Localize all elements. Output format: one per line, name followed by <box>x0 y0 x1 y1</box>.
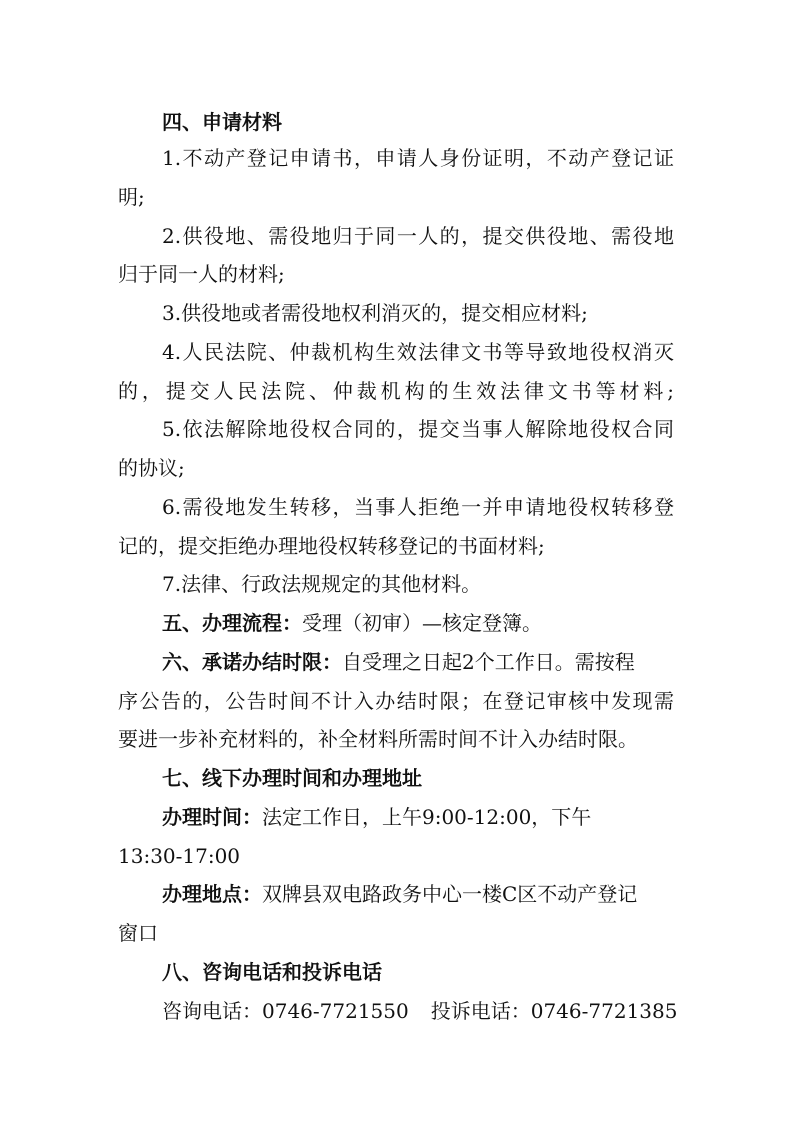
section-6-text: 自受理之日起2个工作日。需按程 <box>342 650 635 674</box>
consult-phone-label: 咨询电话： <box>162 999 262 1023</box>
section-6-line-1 <box>162 647 674 677</box>
office-address-line-2: 窗口 <box>118 921 158 945</box>
section-5-text: 受理（初审）—核定登簿。 <box>302 611 542 635</box>
item-1-line-2: 明; <box>118 185 145 209</box>
office-address-label: 办理地点： <box>162 882 262 906</box>
office-hours-value: 法定工作日，上午9:00-12:00，下午 <box>262 805 592 829</box>
complaint-phone-label: 投诉电话： <box>430 999 531 1023</box>
office-hours-label: 办理时间： <box>162 805 262 829</box>
office-hours-line-2: 13:30-17:00 <box>118 844 241 868</box>
item-5-line-2: 的协议; <box>118 456 185 480</box>
section-7-heading: 七、线下办理时间和办理地址 <box>162 766 422 790</box>
section-5-line <box>162 608 674 638</box>
office-address-line-1 <box>162 879 674 909</box>
section-6-line-3: 要进一步补充材料的，补全材料所需时间不计入办结时限。 <box>118 727 638 751</box>
item-6-line-2: 记的，提交拒绝办理地役权转移登记的书面材料; <box>118 534 545 558</box>
item-7-line-1: 7.法律、行政法规规定的其他材料。 <box>162 572 482 596</box>
item-4-line-1: 4.人民法院、仲裁机构生效法律文书等导致地役权消灭 <box>162 340 674 364</box>
item-5-line-1: 5.依法解除地役权合同的，提交当事人解除地役权合同 <box>162 417 674 441</box>
section-4-heading: 四、申请材料 <box>162 110 282 134</box>
phone-line <box>162 996 678 1026</box>
item-3-line-1: 3.供役地或者需役地权利消灭的，提交相应材料; <box>162 301 588 325</box>
office-address-value: 双牌县双电路政务中心一楼C区不动产登记 <box>262 882 638 906</box>
complaint-phone-number: 0746-7721385 <box>530 999 678 1023</box>
section-6-line-2: 序公告的，公告时间不计入办结时限；在登记审核中发现需 <box>118 689 674 713</box>
item-6-line-1: 6.需役地发生转移，当事人拒绝一并申请地役权转移登 <box>162 495 674 519</box>
section-8-heading: 八、咨询电话和投诉电话 <box>162 960 382 984</box>
office-hours-line-1 <box>162 802 674 832</box>
item-2-line-1: 2.供役地、需役地归于同一人的，提交供役地、需役地 <box>162 224 674 248</box>
section-6-label: 六、承诺办结时限： <box>162 650 342 674</box>
item-4-line-2: 的，提交人民法院、仲裁机构的生效法律文书等材料; <box>118 379 674 403</box>
section-5-label: 五、办理流程： <box>162 611 302 635</box>
consult-phone-number: 0746-7721550 <box>262 999 409 1023</box>
item-2-line-2: 归于同一人的材料; <box>118 262 285 286</box>
item-1-line-1: 1.不动产登记申请书，申请人身份证明，不动产登记证 <box>162 146 674 170</box>
